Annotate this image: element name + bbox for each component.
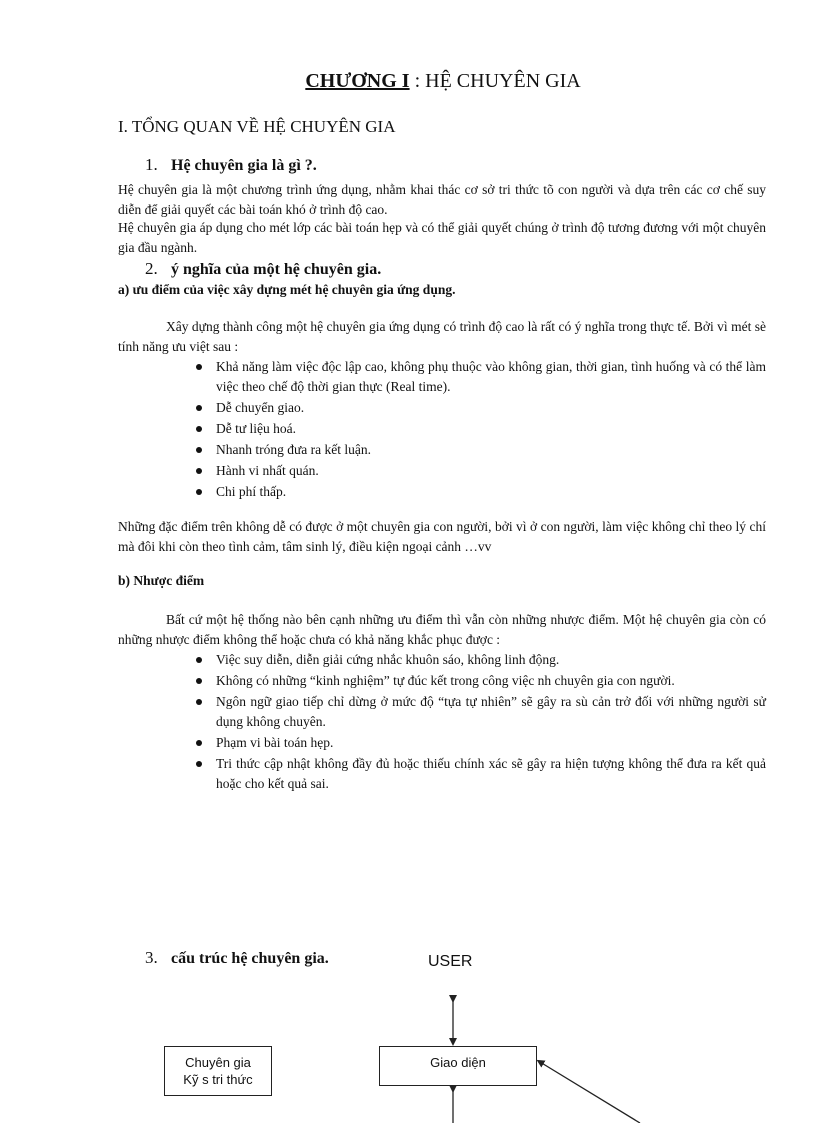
disadvantages-heading: b) Nhược điểm <box>118 573 205 588</box>
list-item: Không có những “kinh nghiệm” tự đúc kết trong công việc nh chuyên gia con người. <box>190 671 766 691</box>
list-item: Nhanh tróng đưa ra kết luận. <box>190 440 766 460</box>
list-item: Ngôn ngữ giao tiếp chỉ dừng ở mức độ “tựa tự nhiên” sẽ gây ra sù cản trở đối với những người sử dụng không chuyên. <box>190 692 766 732</box>
list-item: Hành vi nhất quán. <box>190 461 766 481</box>
chapter-label: CHƯƠNG I <box>305 70 410 92</box>
list-item: Việc suy diễn, diễn giải cứng nhắc khuôn sáo, không linh động. <box>190 650 766 670</box>
paragraph-application: Hệ chuyên gia áp dụng cho mét lớp các bài toán hẹp và có thể giải quyết chúng ở trình độ tương đương với một chuyên gia đầu ngành. <box>118 220 766 255</box>
user-label: USER <box>428 953 473 970</box>
list-item: Khả năng làm việc độc lập cao, không phụ thuộc vào không gian, thời gian, tình huống và có thể làm việc theo chế độ thời gian thực (Real time). <box>190 357 766 397</box>
subheading-1: 1. Hệ chuyên gia là gì ?. <box>145 155 317 174</box>
interface-box: Giao diện <box>379 1046 537 1086</box>
diagonal-arrow <box>540 1062 640 1123</box>
paragraph-intro-disadvantages: Bất cứ một hệ thống nào bên cạnh những ưu điểm thì vẫn còn những nhược điểm. Một hệ chuyên gia còn có những nhược điểm không thể hoặc chưa có khả năng khắc phục được : <box>118 612 766 647</box>
page-title: CHƯƠNG I : HỆ CHUYÊN GIA <box>305 70 581 92</box>
list-item: Dễ tư liệu hoá. <box>190 419 766 439</box>
paragraph-intro-advantages: Xây dựng thành công một hệ chuyên gia ứng dụng có trình độ cao là rất có ý nghĩa trong thực tế. Bởi vì mét sè tính năng ưu việt sau : <box>118 319 766 354</box>
list-item: Dễ chuyển giao. <box>190 398 766 418</box>
subheading-2: 2. ý nghĩa của một hệ chuyên gia. <box>145 259 382 278</box>
subheading-3: 3. cấu trúc hệ chuyên gia. <box>145 948 329 967</box>
list-item: Chi phí thấp. <box>190 482 766 502</box>
list-item: Tri thức cập nhật không đầy đủ hoặc thiếu chính xác sẽ gây ra hiện tượng không thể đưa ra kết quả hoặc cho kết quả sai. <box>190 754 766 794</box>
chapter-name: HỆ CHUYÊN GIA <box>425 70 581 92</box>
list-item: Phạm vi bài toán hẹp. <box>190 733 766 753</box>
section-heading: I. TỔNG QUAN VỀ HỆ CHUYÊN GIA <box>118 117 396 136</box>
expert-box: Chuyên gia Kỹ s tri thức <box>164 1046 272 1096</box>
advantages-heading: a) ưu điểm của việc xây dựng mét hệ chuyên gia ứng dụng. <box>118 282 456 297</box>
paragraph-definition: Hệ chuyên gia là một chương trình ứng dụng, nhằm khai thác cơ sở tri thức tõ con người và dựa trên các cơ chế suy diễn để giải quyết các bài toán khó ở trình độ cao. <box>118 182 766 217</box>
paragraph-human-comparison: Những đặc điểm trên không dễ có được ở một chuyên gia con người, bởi vì ở con người, làm việc không chỉ theo lý chí mà đôi khi còn theo tình cảm, tâm sinh lý, điều kiện ngoại cảnh …vv <box>118 519 766 554</box>
